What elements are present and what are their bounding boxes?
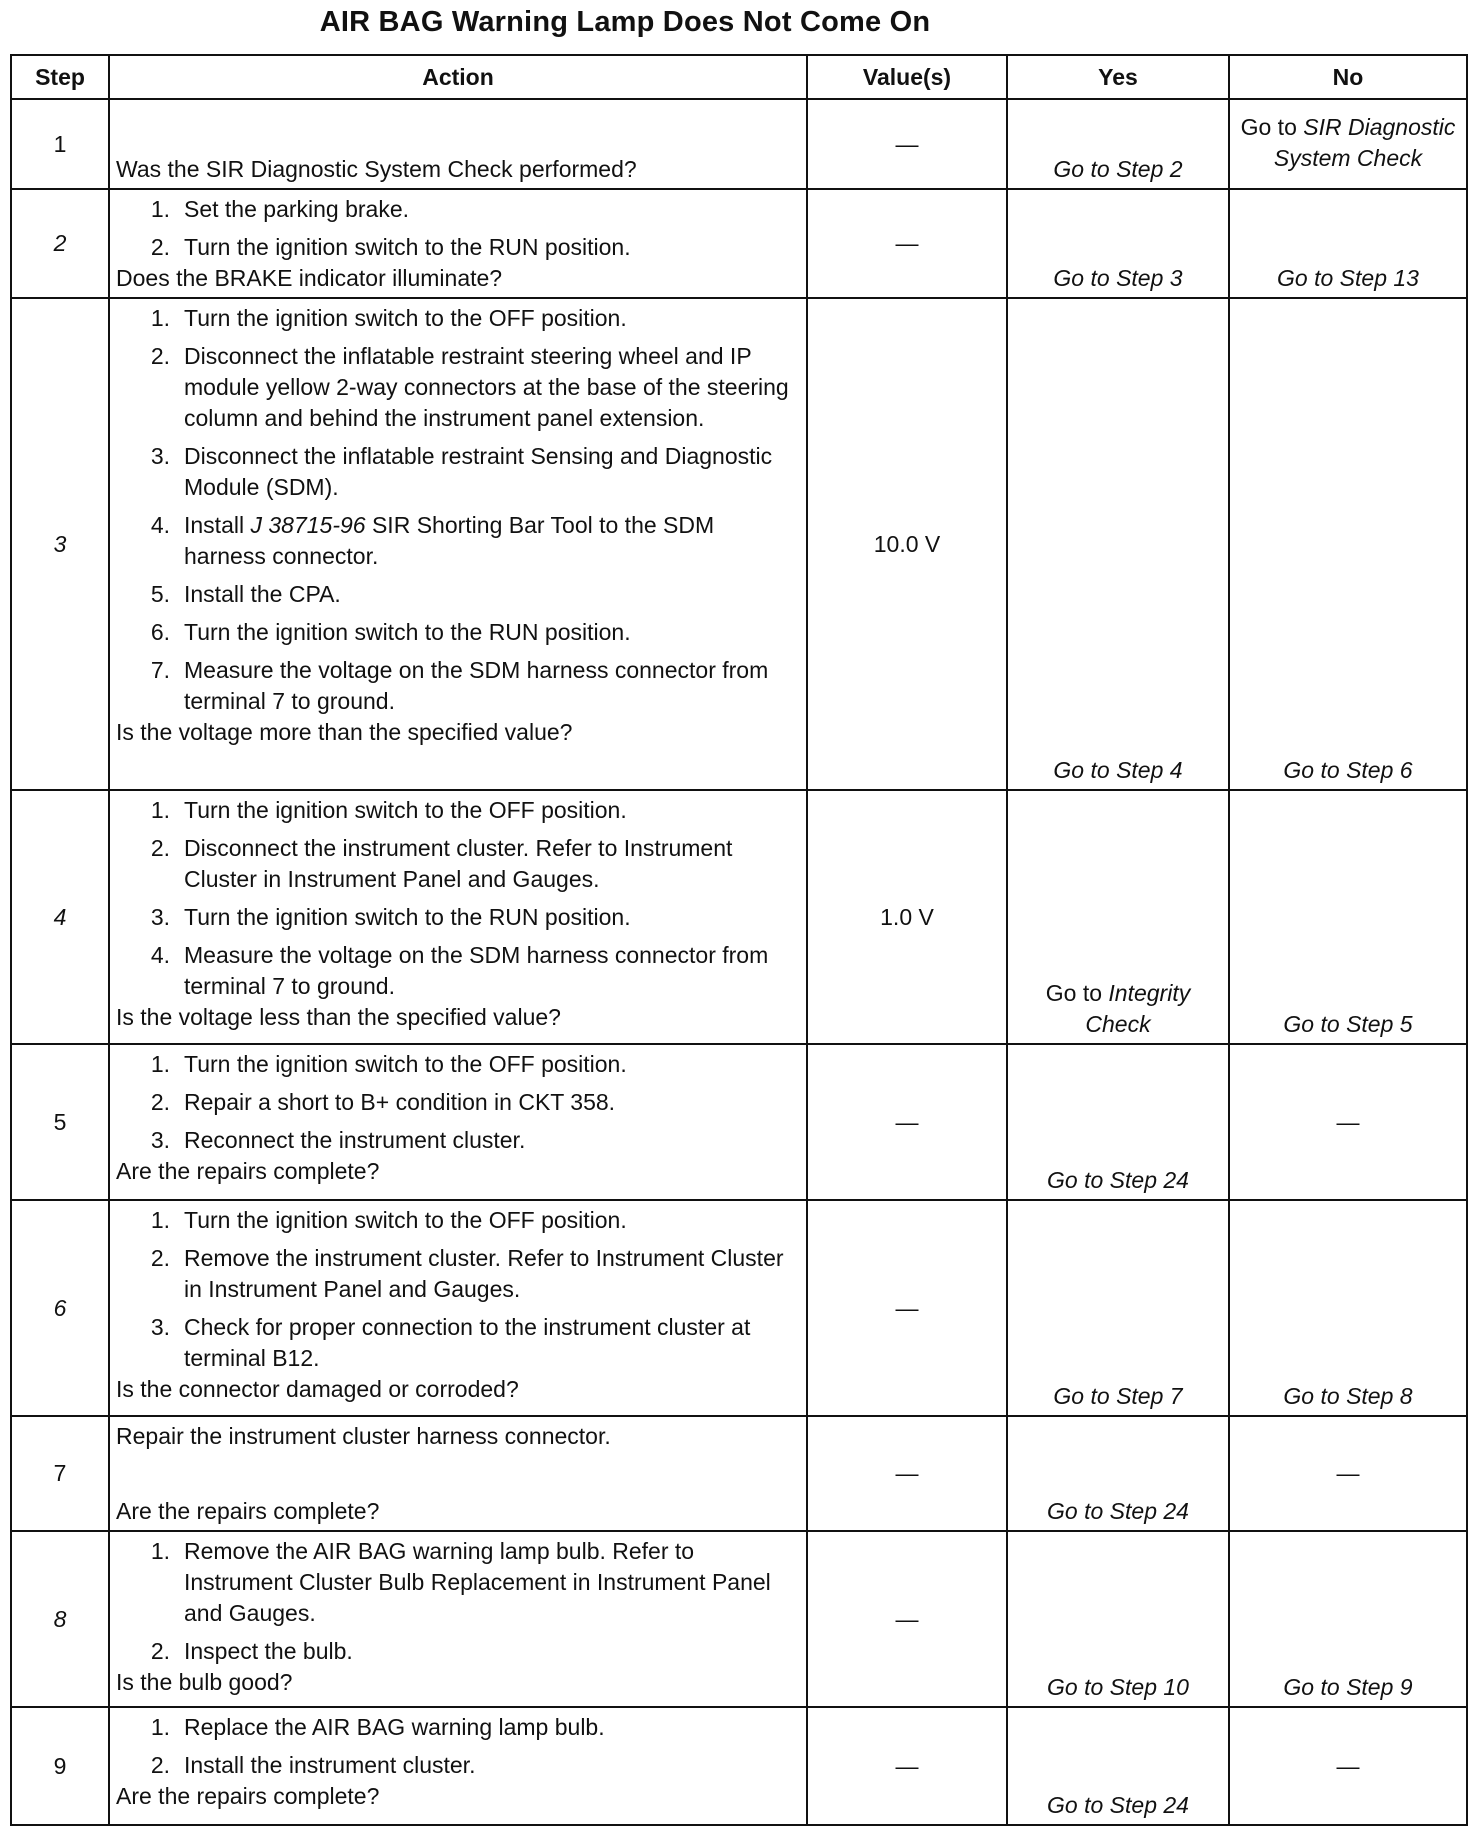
action-question: Is the voltage more than the specified value? [116,719,573,745]
table-row [11,1531,1467,1707]
action-question: Are the repairs complete? [116,1783,380,1809]
action-item [116,1536,798,1629]
action-question: Are the repairs complete? [116,1158,380,1184]
no-cell [1229,99,1467,189]
table-row [11,1707,1467,1825]
action-item [116,579,798,610]
item-number: 2. [150,1089,170,1115]
action-cell [109,1044,807,1200]
header-row [11,55,1467,99]
item-number: 2. [150,234,170,260]
action-item [116,303,798,334]
no-prefix: Go to [1240,113,1304,140]
item-number: 1. [150,1207,170,1233]
item-number: 1. [150,797,170,823]
action-item [116,194,798,225]
item-number: 2. [150,1245,170,1271]
no-cell: Go to Step 9 [1229,1531,1467,1707]
step-number: 7 [11,1416,109,1531]
action-item [116,1205,798,1236]
tool-number: J 38715-96 [250,512,366,538]
item-number: 2. [150,1638,170,1664]
page-title: AIR BAG Warning Lamp Does Not Come On [319,6,931,38]
yes-cell: Go to Step 24 [1007,1416,1229,1531]
value-cell: — [807,1044,1007,1200]
item-text: Install the CPA. [184,581,341,607]
item-text: Check for proper connection to the instrument cluster at terminal B12. [184,1314,751,1371]
action-item [116,1712,798,1743]
item-number: 1. [150,1538,170,1564]
yes-cell [1007,790,1229,1044]
table-row [11,1044,1467,1200]
yes-cell: Go to Step 24 [1007,1707,1229,1825]
table-row [11,189,1467,298]
action-question: Is the voltage less than the specified value? [116,1004,561,1030]
item-text: Disconnect the inflatable restraint Sensing and Diagnostic Module (SDM). [184,443,773,500]
action-cell [109,1416,807,1531]
action-question: Does the BRAKE indicator illuminate? [116,265,503,291]
value-cell: — [807,1200,1007,1416]
item-text: Turn the ignition switch to the OFF position. [184,797,627,823]
item-text: Reconnect the instrument cluster. [184,1127,526,1153]
item-number: 5. [150,581,170,607]
item-number: 7. [150,657,170,683]
item-number: 3. [150,1314,170,1340]
action-item [116,1049,798,1080]
item-text: Turn the ignition switch to the RUN position. [184,904,631,930]
item-text: Inspect the bulb. [184,1638,353,1664]
item-number: 4. [150,942,170,968]
action-cell [109,99,807,189]
action-item [116,940,798,1002]
action-item [116,1636,798,1667]
item-number: 4. [150,512,170,538]
yes-cell: Go to Step 4 [1007,298,1229,790]
yes-cell: Go to Step 24 [1007,1044,1229,1200]
table-row [11,790,1467,1044]
header-step: Step [11,55,109,99]
table-row [11,99,1467,189]
step-number: 2 [11,189,109,298]
action-item [116,441,798,503]
action-item [116,617,798,648]
item-text: Install the instrument cluster. [184,1752,476,1778]
item-number: 6. [150,619,170,645]
action-item [116,1750,798,1781]
yes-cell: Go to Step 7 [1007,1200,1229,1416]
action-question: Is the connector damaged or corroded? [116,1376,519,1402]
action-cell [109,1200,807,1416]
item-number: 2. [150,835,170,861]
header-values: Value(s) [807,55,1007,99]
value-cell: — [807,1531,1007,1707]
item-number: 2. [150,343,170,369]
no-cell: Go to Step 13 [1229,189,1467,298]
item-number: 1. [150,305,170,331]
value-cell: 10.0 V [807,298,1007,790]
item-text: Measure the voltage on the SDM harness connector from terminal 7 to ground. [184,657,769,714]
item-number: 3. [150,443,170,469]
action-item [116,1312,798,1374]
no-cell: — [1229,1044,1467,1200]
action-item [116,655,798,717]
header-no: No [1229,55,1467,99]
step-number: 3 [11,298,109,790]
no-cell: — [1229,1416,1467,1531]
value-cell: — [807,99,1007,189]
action-lead: Repair the instrument cluster harness connector. [116,1423,611,1449]
value-cell: — [807,189,1007,298]
item-number: 3. [150,904,170,930]
action-item [116,1125,798,1156]
action-question: Are the repairs complete? [116,1498,380,1524]
item-text: Disconnect the instrument cluster. Refer to Instrument Cluster in Instrument Panel and Gauges. [184,835,733,892]
item-text: Remove the instrument cluster. Refer to Instrument Cluster in Instrument Panel and Gauges. [184,1245,784,1302]
item-text: Turn the ignition switch to the RUN position. [184,234,631,260]
no-cell: Go to Step 6 [1229,298,1467,790]
action-item [116,341,798,434]
item-number: 1. [150,196,170,222]
item-text: Remove the AIR BAG warning lamp bulb. Refer to Instrument Cluster Bulb Replacement in Instrument Panel and Gauges. [184,1538,771,1626]
action-cell [109,1531,807,1707]
value-cell: — [807,1416,1007,1531]
no-cell: — [1229,1707,1467,1825]
action-cell [109,298,807,790]
item-text: Turn the ignition switch to the OFF position. [184,305,627,331]
item-text: Install J 38715-96 SIR Shorting Bar Tool to the SDM harness connector. [184,512,715,569]
item-text: Measure the voltage on the SDM harness connector from terminal 7 to ground. [184,942,769,999]
step-number: 9 [11,1707,109,1825]
diagnostic-table [10,54,1468,1826]
item-text: Repair a short to B+ condition in CKT 358. [184,1089,616,1115]
action-question: Was the SIR Diagnostic System Check performed? [116,156,637,182]
action-item [116,902,798,933]
action-item [116,232,798,263]
item-text: Turn the ignition switch to the OFF position. [184,1207,627,1233]
no-cell: Go to Step 8 [1229,1200,1467,1416]
item-number: 3. [150,1127,170,1153]
value-cell: 1.0 V [807,790,1007,1044]
header-action: Action [109,55,807,99]
yes-cell: Go to Step 10 [1007,1531,1229,1707]
step-number: 6 [11,1200,109,1416]
value-cell: — [807,1707,1007,1825]
no-link: SIR Diagnostic System Check [1273,113,1456,171]
item-number: 1. [150,1051,170,1077]
action-item [116,795,798,826]
yes-prefix: Go to [1045,980,1109,1006]
table-row [11,1200,1467,1416]
table-row [11,298,1467,790]
header-yes: Yes [1007,55,1229,99]
action-item [116,1243,798,1305]
table-row [11,1416,1467,1531]
step-number: 8 [11,1531,109,1707]
action-question: Is the bulb good? [116,1669,293,1695]
item-text: Set the parking brake. [184,196,410,222]
action-cell [109,790,807,1044]
action-cell [109,189,807,298]
action-item [116,833,798,895]
item-text: Turn the ignition switch to the RUN position. [184,619,631,645]
item-text: Turn the ignition switch to the OFF position. [184,1051,627,1077]
step-number: 5 [11,1044,109,1200]
yes-link: Integrity Check [1085,980,1191,1037]
action-item [116,510,798,572]
step-number: 4 [11,790,109,1044]
step-number: 1 [11,99,109,189]
yes-cell: Go to Step 3 [1007,189,1229,298]
item-number: 2. [150,1752,170,1778]
yes-cell: Go to Step 2 [1007,99,1229,189]
no-cell: Go to Step 5 [1229,790,1467,1044]
action-item [116,1087,798,1118]
item-number: 1. [150,1714,170,1740]
action-cell [109,1707,807,1825]
item-text: Disconnect the inflatable restraint steering wheel and IP module yellow 2-way connectors at the base of the steering column and behind the instrument panel extension. [184,343,789,431]
item-text: Replace the AIR BAG warning lamp bulb. [184,1714,605,1740]
